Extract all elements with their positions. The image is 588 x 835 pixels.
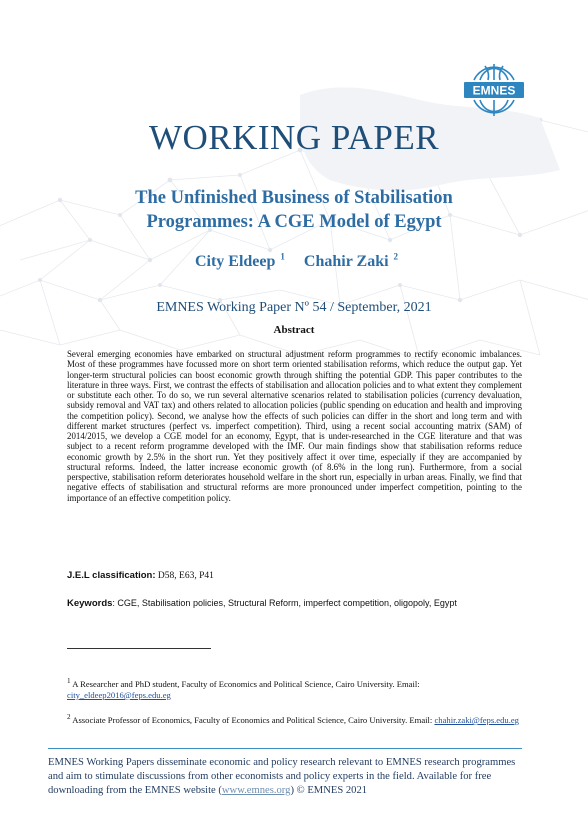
author-1-footnote-mark: 1 (280, 252, 285, 262)
author-1-name: City Eldeep (194, 253, 276, 271)
disclaimer-text: EMNES Working Papers disseminate economic and policy research relevant to EMNES research programmes and aim to stimulate discussions from other economists and policy experts in the field. Available for free downloading from the EMNES website ( (48, 757, 516, 796)
author-1 (190, 253, 285, 270)
disclaimer-note (48, 756, 528, 798)
paper-title-line-2: Programmes: A CGE Model of Egypt (146, 212, 442, 232)
author-2 (299, 253, 398, 270)
footnote-1 (67, 676, 522, 701)
paper-title (60, 186, 528, 234)
emnes-logo (462, 58, 526, 122)
footnote-1-mark: 1 (67, 677, 71, 685)
keywords (67, 598, 522, 609)
footnote-2-email-link[interactable]: chahir.zaki@feps.edu.eg (434, 714, 519, 725)
footnote-divider (67, 648, 211, 649)
footnote-2-text: Associate Professor of Economics, Faculty of Economics and Political Science, Cairo University. Email: (70, 714, 435, 725)
keywords-label: Keywords (67, 598, 113, 609)
jel-classification (67, 570, 522, 581)
abstract-heading: Abstract (273, 324, 315, 336)
keywords-values: : CGE, Stabilisation policies, Structural Reform, imperfect competition, oligopoly, Egypt (112, 598, 457, 608)
footnote-1-email-link[interactable]: city_eldeep2016@feps.edu.eg (67, 689, 171, 700)
jel-codes: D58, E63, P41 (155, 571, 214, 581)
footnote-1-text: A Researcher and PhD student, Faculty of Economics and Political Science, Cairo University. Email: (70, 678, 420, 689)
footnote-2-mark: 2 (67, 713, 71, 721)
abstract-text: Several emerging economies have embarked on structural adjustment reform programmes to rectify economic imbalances. Most of these programmes have focussed more on short term oriented stabilisation reforms, which reduce the output gap. Yet longer-term structural policies can boost economic growth through shifting the potential GDP. This paper contributes to the literature in three ways. First, we contrast the effects of stabilisation and allocation policies and to what extent they complement or substitute each other. To do so, we run several alternative scenarios related to stabilisation policies (currency devaluation, subsidy removal and VAT tax) and others related to allocation policies (public spending on education and health and improving the competition policy). Second, we analyse how the effects of such policies can differ in the short and long term and with different market structures (perfect vs. imperfect competition). Third, using a recent social accounting matrix (SAM) of 2014/2015, we develop a CGE model for an economy, Egypt, that is under-researched in the CGE literature and that was subject to a recent reform programme developed with the IMF. Our main findings show that stabilisation reforms reduce economic growth by 2.5% in the short run. Yet they positively affect it over time, especially if they are accompanied by structural reforms. Indeed, the latter increase economic growth (of 8.6% in the long run). Furthermore, from a social perspective, stabilisation reform deteriorates household welfare in the short run, especially in urban areas. Finally, we find that negative effects of stabilisation and structural reforms are more pronounced under imperfect competition, pointing to the importance of an effective competition policy. (67, 349, 522, 503)
logo-text: EMNES (472, 83, 516, 98)
jel-label: J.E.L classification: (67, 570, 156, 581)
bottom-divider (48, 748, 522, 749)
author-2-footnote-mark: 2 (393, 252, 399, 262)
working-paper-heading: WORKING PAPER (148, 118, 440, 157)
paper-title-line-1: The Unfinished Business of Stabilisation (135, 188, 453, 208)
author-2-name: Chahir Zaki (303, 253, 389, 271)
series-info: EMNES Working Paper Nº 54 / September, 2021 (156, 300, 432, 315)
website-link[interactable]: www.emnes.org (221, 785, 291, 796)
author-list (0, 252, 588, 271)
copyright-text: ) © EMNES 2021 (290, 785, 368, 796)
footnote-2 (67, 712, 522, 726)
